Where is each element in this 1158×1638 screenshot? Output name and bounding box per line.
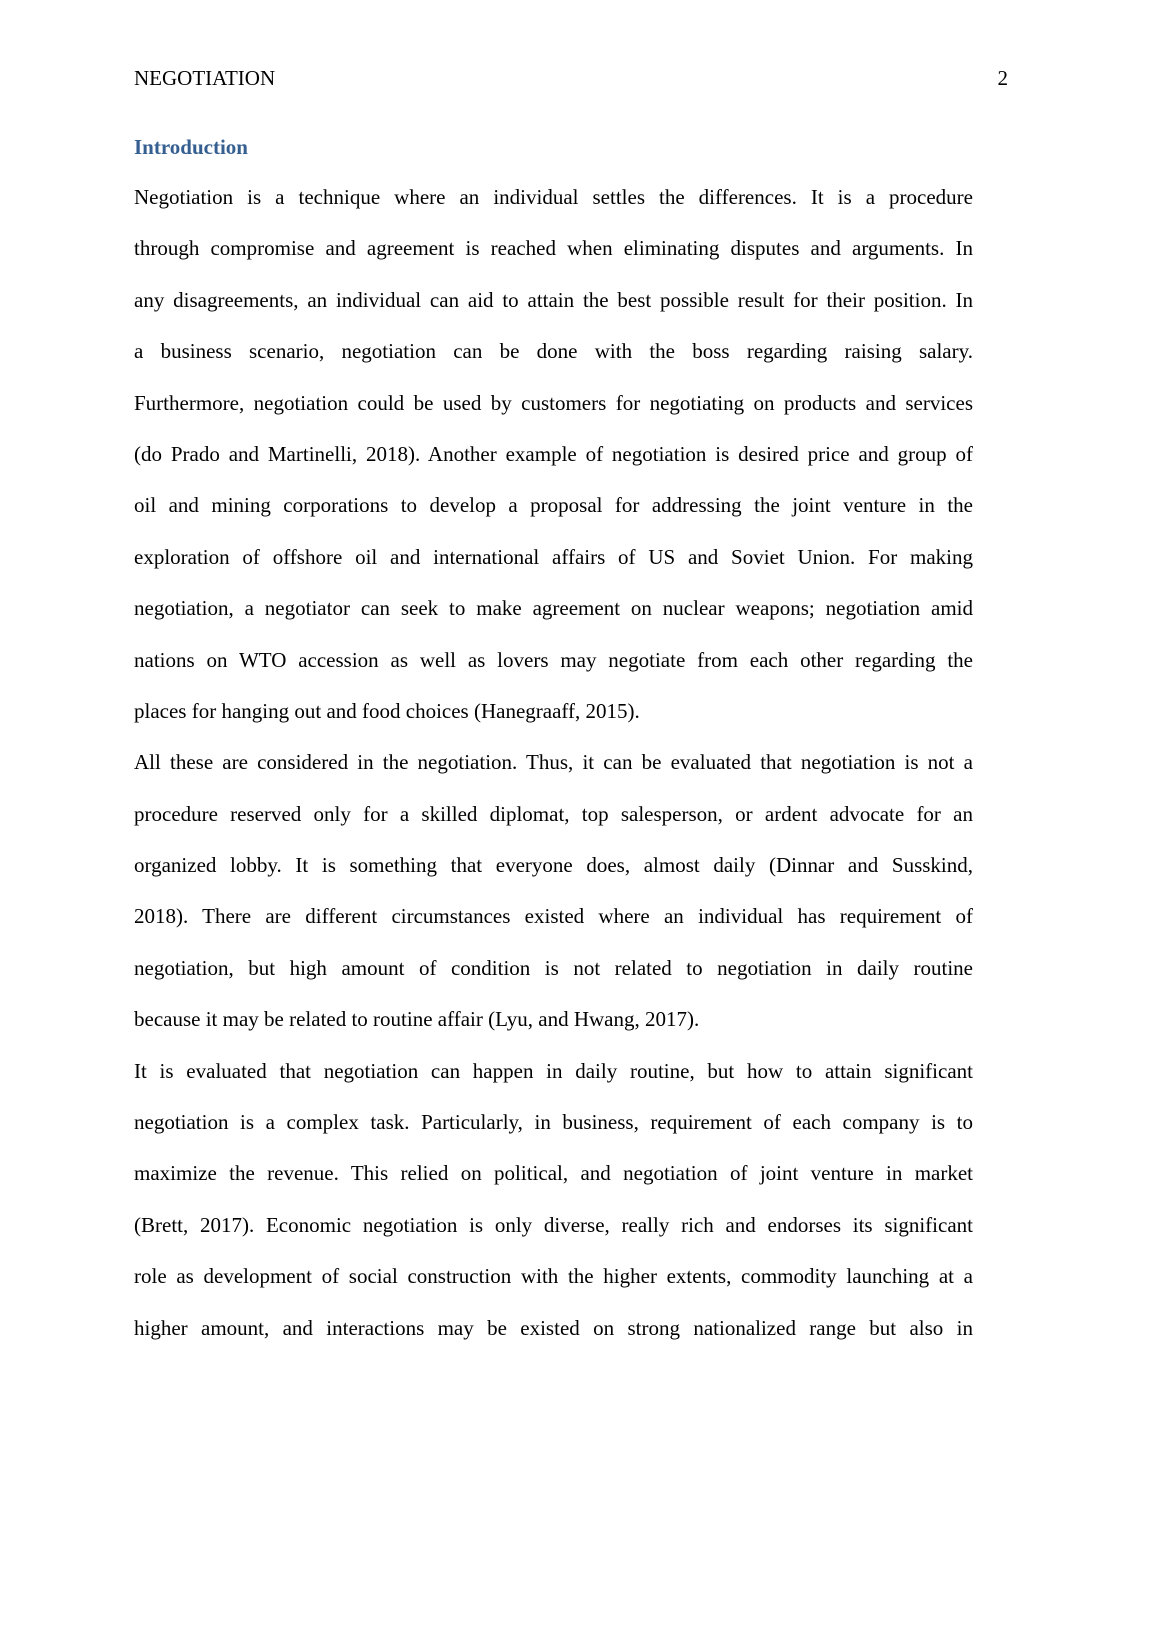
paragraph	[134, 172, 973, 737]
text-line: Negotiation is a technique where an individual settles the differences. It is a procedure	[134, 185, 973, 209]
document-body	[134, 172, 973, 1354]
text-line: (Brett, 2017). Economic negotiation is only diverse, really rich and endorses its significant	[134, 1212, 973, 1237]
text-line: It is evaluated that negotiation can happen in daily routine, but how to attain significant	[134, 1058, 973, 1083]
text-line: oil and mining corporations to develop a proposal for addressing the joint venture in the	[134, 493, 973, 518]
text-line: negotiation is a complex task. Particularly, in business, requirement of each company is to	[134, 1110, 973, 1135]
text-line: Furthermore, negotiation could be used by customers for negotiating on products and services	[134, 390, 973, 415]
text-line: negotiation, but high amount of condition is not related to negotiation in daily routine	[134, 955, 973, 980]
text-line: any disagreements, an individual can aid to attain the best possible result for their position. In	[134, 287, 973, 312]
text-line: higher amount, and interactions may be existed on strong nationalized range but also in	[134, 1315, 973, 1340]
text-line: role as development of social construction with the higher extents, commodity launching at a	[134, 1264, 973, 1289]
page-number: 2	[997, 66, 1008, 90]
text-line: nations on WTO accession as well as lovers may negotiate from each other regarding the	[134, 647, 973, 672]
text-line: exploration of offshore oil and international affairs of US and Soviet Union. For making	[134, 544, 973, 569]
text-line: maximize the revenue. This relied on political, and negotiation of joint venture in market	[134, 1161, 973, 1186]
text-line: because it may be related to routine affair (Lyu, and Hwang, 2017).	[134, 1007, 700, 1032]
text-line: procedure reserved only for a skilled diplomat, top salesperson, or ardent advocate for an	[134, 801, 973, 826]
text-line: (do Prado and Martinelli, 2018). Another example of negotiation is desired price and group of	[134, 441, 973, 466]
paragraph	[134, 737, 973, 1045]
text-line: negotiation, a negotiator can seek to make agreement on nuclear weapons; negotiation amid	[134, 596, 973, 621]
text-line: 2018). There are different circumstances existed where an individual has requirement of	[134, 904, 973, 929]
section-heading-introduction: Introduction	[134, 135, 248, 159]
text-line: places for hanging out and food choices (Hanegraaff, 2015).	[134, 698, 640, 723]
paragraph	[134, 1046, 973, 1354]
text-line: All these are considered in the negotiation. Thus, it can be evaluated that negotiation is not a	[134, 750, 973, 775]
text-line: organized lobby. It is something that everyone does, almost daily (Dinnar and Susskind,	[134, 853, 973, 878]
running-head: NEGOTIATION	[134, 66, 276, 90]
text-line: through compromise and agreement is reached when eliminating disputes and arguments. In	[134, 236, 973, 261]
text-line: a business scenario, negotiation can be done with the boss regarding raising salary.	[134, 339, 973, 364]
